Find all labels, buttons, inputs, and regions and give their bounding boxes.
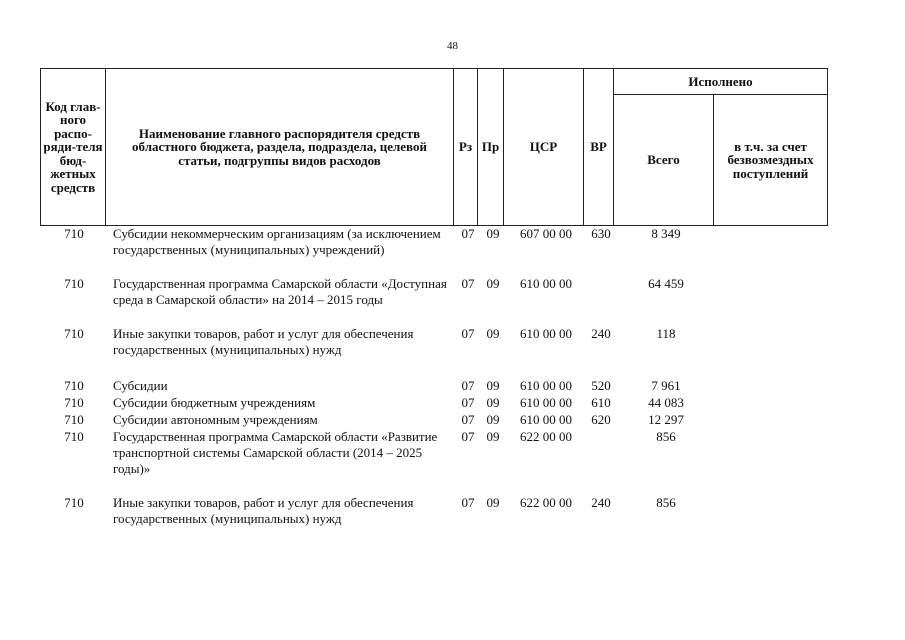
cell-free [716, 326, 830, 378]
cell-name: Субсидии некоммерческим организациям (за исключением государственных (муниципальных) учреждений) [113, 226, 441, 257]
cell-total: 64 459 [648, 276, 684, 291]
header-free: в т.ч. за счет безвозмездных поступлений [714, 95, 828, 226]
cell-csr: 622 00 00 [520, 495, 572, 510]
cell-pr: 09 [486, 429, 500, 444]
cell-name: Иные закупки товаров, работ и услуг для обеспечения государственных (муниципальных) нужд [113, 495, 414, 526]
cell-rz: 07 [461, 412, 475, 427]
table-row [40, 412, 852, 429]
cell-code: 710 [64, 395, 84, 410]
cell-csr: 610 00 00 [520, 326, 572, 341]
cell-free [716, 412, 830, 429]
header-csr: ЦСР [504, 69, 584, 226]
cell-rz: 07 [461, 226, 475, 241]
cell-name: Субсидии бюджетным учреждениям [113, 395, 316, 410]
cell-csr: 607 00 00 [520, 226, 572, 241]
cell-vr: 620 [591, 412, 611, 427]
cell-code: 710 [64, 326, 84, 341]
cell-pr: 09 [486, 276, 500, 291]
cell-code: 710 [64, 276, 84, 291]
cell-rz: 07 [461, 395, 475, 410]
cell-free [716, 226, 830, 276]
cell-total: 12 297 [648, 412, 684, 427]
cell-total: 856 [656, 429, 676, 444]
cell-rz: 07 [461, 378, 475, 393]
header-name: Наименование главного распорядителя средств областного бюджета, раздела, подраздела, целевой статьи, подгруппы видов расходов [106, 69, 454, 226]
header-total: Всего [614, 95, 714, 226]
cell-total: 7 961 [651, 378, 681, 393]
cell-name: Государственная программа Самарской области «Развитие транспортной системы Самарской области (2014 – 2025 годы)» [113, 429, 438, 476]
cell-free [716, 429, 830, 495]
table-row [40, 429, 852, 495]
header-pr: Пр [478, 69, 504, 226]
page-number: 48 [447, 40, 458, 52]
table-header [40, 68, 828, 226]
header-rz: Рз [454, 69, 478, 226]
table-row [40, 395, 852, 412]
header-vr: ВР [584, 69, 614, 226]
cell-rz: 07 [461, 495, 475, 510]
cell-total: 856 [656, 495, 676, 510]
table-row [40, 326, 852, 378]
cell-csr: 610 00 00 [520, 276, 572, 291]
cell-free [716, 495, 830, 547]
cell-vr [586, 429, 616, 495]
cell-vr: 630 [591, 226, 611, 241]
cell-pr: 09 [486, 495, 500, 510]
cell-total: 8 349 [651, 226, 681, 241]
cell-code: 710 [64, 429, 84, 444]
cell-rz: 07 [461, 429, 475, 444]
header-executed: Исполнено [614, 69, 828, 95]
table-row [40, 226, 852, 276]
table-body [40, 226, 852, 547]
cell-total: 118 [656, 326, 676, 341]
cell-free [716, 395, 830, 412]
cell-pr: 09 [486, 378, 500, 393]
cell-code: 710 [64, 495, 84, 510]
cell-pr: 09 [486, 395, 500, 410]
cell-csr: 610 00 00 [520, 395, 572, 410]
cell-vr: 610 [591, 395, 611, 410]
cell-vr: 240 [591, 495, 611, 510]
header-code: Код глав-ного распо-ряди-теля бюд-жетных средств [41, 69, 106, 226]
cell-rz: 07 [461, 276, 475, 291]
cell-csr: 622 00 00 [520, 429, 572, 444]
cell-vr: 240 [591, 326, 611, 341]
table-row [40, 378, 852, 395]
table-row [40, 276, 852, 326]
cell-vr: 520 [591, 378, 611, 393]
cell-vr [586, 276, 616, 326]
cell-name: Субсидии автономным учреждениям [113, 412, 318, 427]
cell-code: 710 [64, 226, 84, 241]
cell-name: Государственная программа Самарской области «Доступная среда в Самарской области» на 2014 – 2015 годы [113, 276, 447, 307]
cell-name: Субсидии [113, 378, 168, 393]
cell-pr: 09 [486, 412, 500, 427]
cell-csr: 610 00 00 [520, 412, 572, 427]
cell-pr: 09 [486, 226, 500, 241]
cell-free [716, 378, 830, 395]
table-row [40, 495, 852, 547]
cell-free [716, 276, 830, 326]
cell-csr: 610 00 00 [520, 378, 572, 393]
cell-pr: 09 [486, 326, 500, 341]
cell-rz: 07 [461, 326, 475, 341]
cell-name: Иные закупки товаров, работ и услуг для обеспечения государственных (муниципальных) нужд [113, 326, 414, 357]
cell-total: 44 083 [648, 395, 684, 410]
cell-code: 710 [64, 412, 84, 427]
cell-code: 710 [64, 378, 84, 393]
